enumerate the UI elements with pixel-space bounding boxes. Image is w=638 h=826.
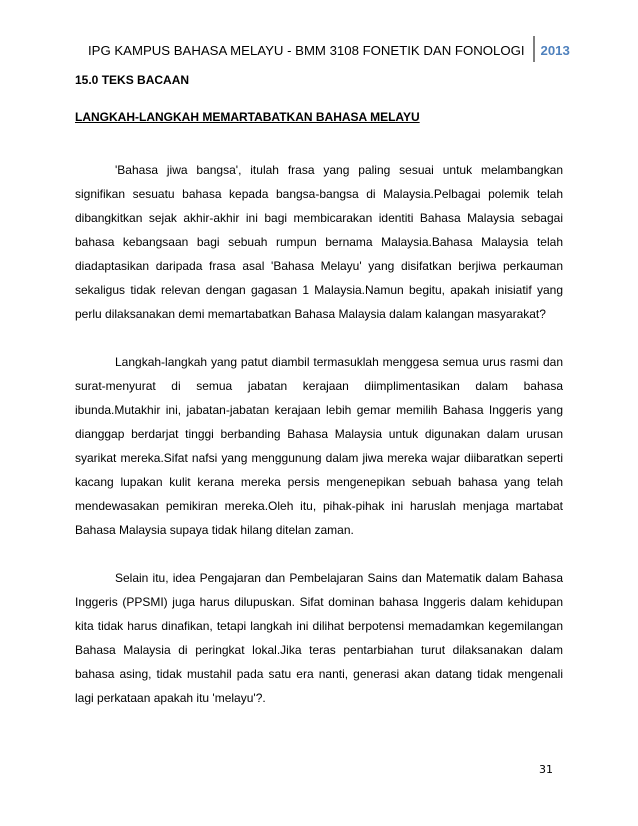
article-subtitle: LANGKAH-LANGKAH MEMARTABATKAN BAHASA MELAYU	[75, 110, 420, 124]
section-title: 15.0 TEKS BACAAN	[75, 73, 190, 87]
document-body	[75, 66, 563, 710]
header-year: 2013	[540, 43, 570, 58]
paragraph-1: 'Bahasa jiwa bangsa', itulah frasa yang paling sesuai untuk melambangkan signifikan sesuatu bahasa kepada bangsa-bangsa di Malaysia.Pelbagai polemik telah dibangkitkan sejak akhir-akhir ini bagi membicarakan identiti Bahasa Malaysia sebagai bahasa kebangsaan bagi sebuah rumpun bernama Malaysia.Bahasa Malaysia telah diadaptasikan daripada frasa asal 'Bahasa Melayu' yang disifatkan berjiwa perkauman sekaligus tidak relevan dengan gagasan 1 Malaysia.Namun begitu, apakah inisiatif yang perlu dilaksanakan demi memartabatkan Bahasa Malaysia dalam kalangan masyarakat?	[75, 163, 563, 321]
paragraph-2: Langkah-langkah yang patut diambil termasuklah menggesa semua urus rasmi dan surat-menyurat di semua jabatan kerajaan diimplimentasikan dalam bahasa ibunda.Mutakhir ini, jabatan-jabatan kerajaan lebih gemar memilih Bahasa Inggeris yang dianggap berdarjat tinggi berbanding Bahasa Malaysia untuk digunakan dalam urusan syarikat mereka.Sifat nafsi yang menggunung dalam jiwa mereka wajar diibaratkan seperti kacang lupakan kulit kerana mereka persis mengenepikan sebuah bahasa yang telah mendewasakan pemikiran mereka.Oleh itu, pihak-pihak ini haruslah menjaga martabat Bahasa Malaysia supaya tidak hilang ditelan zaman.	[75, 355, 563, 537]
header-title: IPG KAMPUS BAHASA MELAYU - BMM 3108 FONETIK DAN FONOLOGI	[88, 43, 525, 58]
page-header	[88, 36, 570, 62]
page-number: 31	[539, 763, 553, 776]
paragraph-3: Selain itu, idea Pengajaran dan Pembelajaran Sains dan Matematik dalam Bahasa Inggeris (PPSMI) juga harus dilupuskan. Sifat dominan bahasa Inggeris dalam kehidupan kita tidak harus dinafikan, tetapi langkah ini dilihat berpotensi memadamkan kegemilangan Bahasa Malaysia di peringkat lokal.Jika teras pentarbiahan turut dilaksanakan dalam bahasa asing, tidak mustahil pada satu era nanti, generasi akan datang tidak mengenali lagi perkataan apakah itu 'melayu'?.	[75, 571, 563, 705]
